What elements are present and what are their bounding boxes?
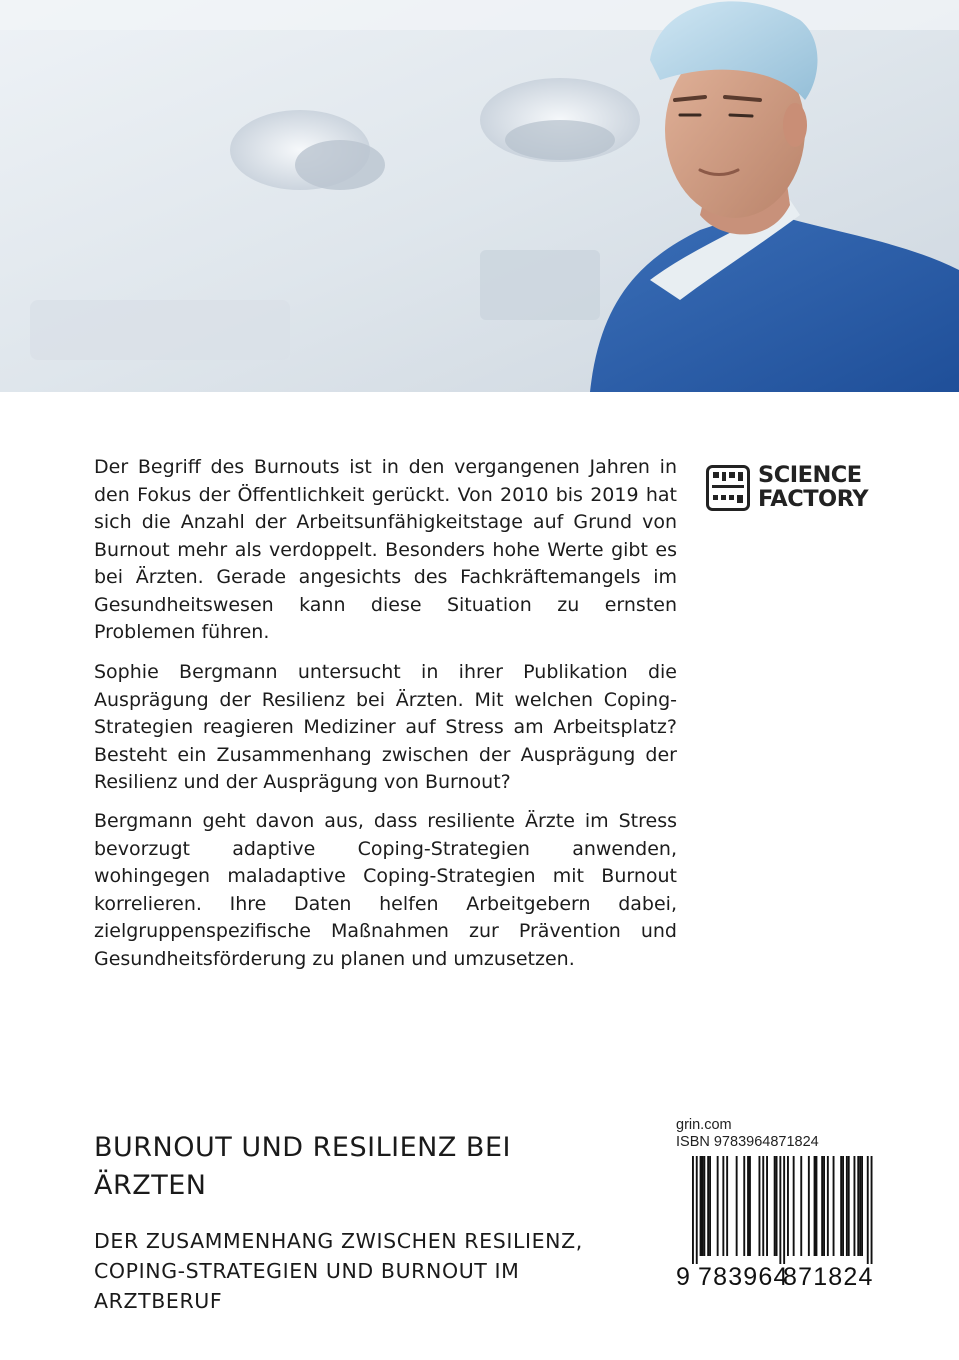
barcode-bar xyxy=(842,1156,844,1256)
isbn-info xyxy=(676,1117,876,1151)
barcode-bar xyxy=(840,1156,842,1256)
barcode-bar xyxy=(726,1156,728,1256)
barcode-bar xyxy=(787,1156,789,1256)
barcode-bar xyxy=(861,1156,863,1256)
barcode-bar xyxy=(759,1156,761,1256)
blurb-paragraph-3: Bergmann geht davon aus, dass resiliente Ärzte im Stress bevorzugt adaptive Coping-Strategien anwenden, wohingegen maladaptive Coping-Strategien mit Burnout korrelieren. Ihre Daten helfen Arbeitgebern dabei, zielgruppenspezifische Maßnahmen zur Prävention und Gesundheitsförderung zu planen und umzusetzen. xyxy=(94,810,677,970)
surgeon-photo-illustration xyxy=(0,0,959,392)
barcode-bar xyxy=(774,1156,776,1256)
barcode-bar xyxy=(762,1156,764,1256)
barcode-bar xyxy=(749,1156,751,1256)
barcode-bar xyxy=(857,1156,859,1256)
barcode-bar xyxy=(833,1156,835,1256)
barcode-bar xyxy=(747,1156,749,1256)
barcode-bar xyxy=(722,1156,724,1256)
barcode-bar xyxy=(823,1156,825,1256)
barcode-bar xyxy=(707,1156,709,1256)
barcode-bar xyxy=(692,1156,694,1264)
publisher-name-line-1: SCIENCE xyxy=(758,462,862,488)
barcode-bars xyxy=(676,1156,876,1266)
book-subtitle: DER ZUSAMMENHANG ZWISCHEN RESILIENZ, COPING-STRATEGIEN UND BURNOUT IM ARZTBERUF xyxy=(94,1229,583,1313)
barcode-bar xyxy=(859,1156,861,1256)
ean-left-group: 783964 xyxy=(698,1263,789,1291)
ean-first-digit: 9 xyxy=(676,1263,690,1291)
barcode-bar xyxy=(736,1156,738,1256)
barcode-bar xyxy=(700,1156,702,1256)
science-factory-logo-icon xyxy=(706,465,750,511)
book-title: BURNOUT UND RESILIENZ BEI ÄRZTEN xyxy=(94,1132,511,1201)
barcode-bar xyxy=(779,1156,781,1264)
barcode-bar xyxy=(743,1156,745,1256)
barcode-bar xyxy=(766,1156,768,1256)
barcode-bar xyxy=(709,1156,711,1256)
barcode-bar xyxy=(808,1156,810,1256)
barcode-bar xyxy=(702,1156,704,1256)
publisher-website: grin.com xyxy=(676,1117,732,1133)
barcode-bar xyxy=(816,1156,818,1256)
barcode-bar xyxy=(846,1156,848,1256)
barcode-bar xyxy=(783,1156,785,1264)
barcode-bar xyxy=(867,1156,869,1264)
publisher-logo xyxy=(706,463,876,515)
barcode-bar xyxy=(793,1156,795,1256)
barcode-bar xyxy=(696,1156,698,1264)
barcode-bar xyxy=(703,1156,705,1256)
blurb-paragraph-1: Der Begriff des Burnouts ist in den vergangenen Jahren in den Fokus der Öffentlichkeit gerückt. Von 2010 bis 2019 hat sich die Anzahl der Arbeitsunfähigkeitstage auf Grund von Burnout mehr als verdoppelt. Besonders hohe Werte gibt es bei Ärzten. Gerade angesichts des Fachkräftemangels im Gesundheitswesen kann diese Situation zu ernsten Problemen führen. xyxy=(94,456,677,643)
barcode-bar xyxy=(776,1156,778,1256)
barcode-bar xyxy=(814,1156,816,1256)
barcode-bar xyxy=(871,1156,873,1264)
ean-right-group: 871824 xyxy=(783,1263,874,1291)
barcode xyxy=(676,1156,876,1266)
isbn-label: ISBN 9783964871824 xyxy=(676,1134,819,1150)
barcode-bar xyxy=(800,1156,802,1256)
barcode-bar xyxy=(827,1156,829,1256)
barcode-bar xyxy=(848,1156,850,1256)
barcode-bar xyxy=(821,1156,823,1256)
blurb-paragraph-2: Sophie Bergmann untersucht in ihrer Publikation die Ausprägung der Resilienz bei Ärzten. Mit welchen Coping-Strategien reagieren Mediziner auf Stress am Arbeitsplatz? Besteht ein Zusammenhang zwischen der Ausprägung der Resilienz und der Ausprägung von Burnout? xyxy=(94,661,677,793)
cover-photo xyxy=(0,0,959,392)
barcode-bar xyxy=(854,1156,856,1256)
publisher-name-line-2: FACTORY xyxy=(758,486,869,512)
barcode-bar xyxy=(717,1156,719,1256)
